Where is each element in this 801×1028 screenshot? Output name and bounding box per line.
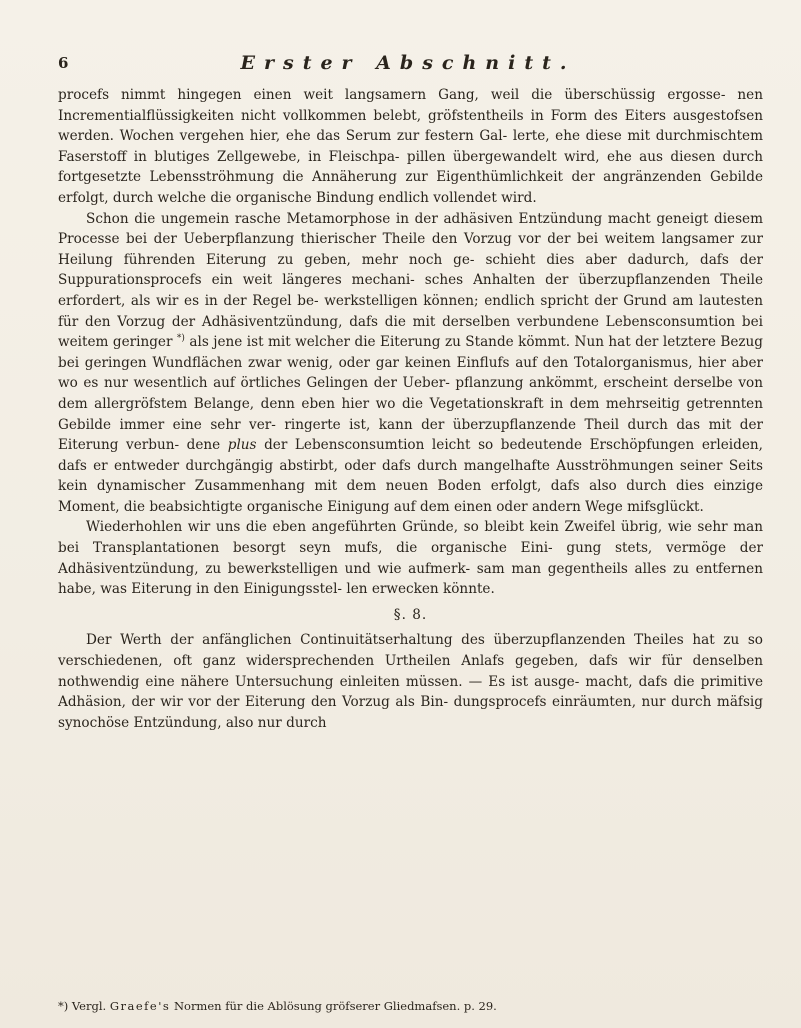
footnote-author: Graefe's [109,999,171,1013]
chapter-title: Erster Abschnitt. [240,52,576,74]
footnote-text-a: Vergl. [68,999,107,1013]
paragraph-2-part-b: als jene ist mit welcher die Eiterung zu Stande kömmt. Nun hat der letztere Bezug bei geringen Wundflächen zwar wenig, oder gar keinen Einflufs auf den Totalorganismus, hier aber wo es nur wesentlich auf örtliches Gelingen der Ueber- pflanzung ankömmt, erscheint derselbe von dem allergröfstem Belange, denn eben hier wo die Vegetationskraft in dem mehrseitig getrennten Gebilde immer eine sehr ver- ringerte ist, kann der überzupflanzende Theil durch das mit der Eiterung verbun- dene [58,334,764,454]
footnote-reference: *) [176,333,185,344]
paragraph-3: Wiederhohlen wir uns die eben angeführten Gründe, so bleibt kein Zweifel übrig, wie sehr man bei Transplantationen besorgt seyn mufs, die organische Eini- gung stets, vermöge der Adhäsiventzündung, zu bewerkstelligen und wie aufmerk- sam man gegentheils alles zu entfernen habe, was Eiterung in den Einigungsstel- len erwecken könnte. [58,519,763,598]
paragraph-2 [58,209,763,518]
paragraph-2-part-a: Schon die ungemein rasche Metamorphose in der adhäsiven Entzündung macht geneigt diesem Processe bei der Ueberpflanzung thierischer Theile den Vorzug vor der bei weitem langsamer zur Heilung führenden Eiterung zu geben, mehr noch ge- schieht dies aber dadurch, dafs der Suppurationsprocefs ein weit längeres mechani- sches Anhalten der überzupflanzenden Theile erfordert, als wir es in der Regel be- werkstelligen können; endlich spricht der Grund am lautesten für den Vorzug der Adhäsiventzündung, dafs die mit derselben verbundene Lebensconsumtion bei weitem geringer [58,210,763,351]
footnote-text-b: Normen für die Ablösung gröfserer Gliedmafsen. p. 29. [170,999,497,1013]
section-heading: §. 8. [393,606,428,623]
running-head [58,54,758,78]
footnote-marker: *) [58,999,69,1013]
body-text [58,85,763,733]
paragraph-2-part-c: der Lebensconsumtion leicht so bedeutende Erschöpfungen erleiden, dafs er entweder durchgängig abstirbt, oder dafs durch mangelhafte Ausströhmungen seiner Seits kein dynamischer Zusammenhang mit dem neuen Boden erfolgt, dafs also durch dies einzige Moment, die beabsichtigte organische Einigung auf dem einen oder andern Wege mifsglückt. [58,437,763,515]
paragraph-1: procefs nimmt hingegen einen weit langsamern Gang, weil die überschüssig ergosse- nen Incrementialflüssigkeiten nicht vollkommen belebt, gröfstentheils in Form des Eiters ausgestofsen werden. Wochen vergehen hier, ehe das Serum zur festern Gal- lerte, ehe diese mit durchmischtem Faserstoff in blutiges Zellgewebe, in Fleischpa- pillen übergewandelt wird, ehe aus diesen durch fortgesetzte Lebensströhmung die Annäherung zur Eigenthümlichkeit der angränzenden Gebilde erfolgt, durch welche die organische Bindung endlich vollendet wird. [58,87,763,206]
italic-word: plus [227,437,257,454]
page-number: 6 [58,54,69,72]
paragraph-4: Der Werth der anfänglichen Continuitätserhaltung des überzupflanzenden Theiles hat zu so verschiedenen, oft ganz widersprechenden Urtheilen Anlafs gegeben, dafs wir für denselben nothwendig eine nähere Untersuchung einleiten müssen. — Es ist ausge- macht, dafs die primitive Adhäsion, der wir vor der Eiterung den Vorzug als Bin- dungsprocefs einräumten, nur durch mäfsig synochöse Entzündung, also nur durch [58,632,763,731]
footnote [58,999,763,1013]
